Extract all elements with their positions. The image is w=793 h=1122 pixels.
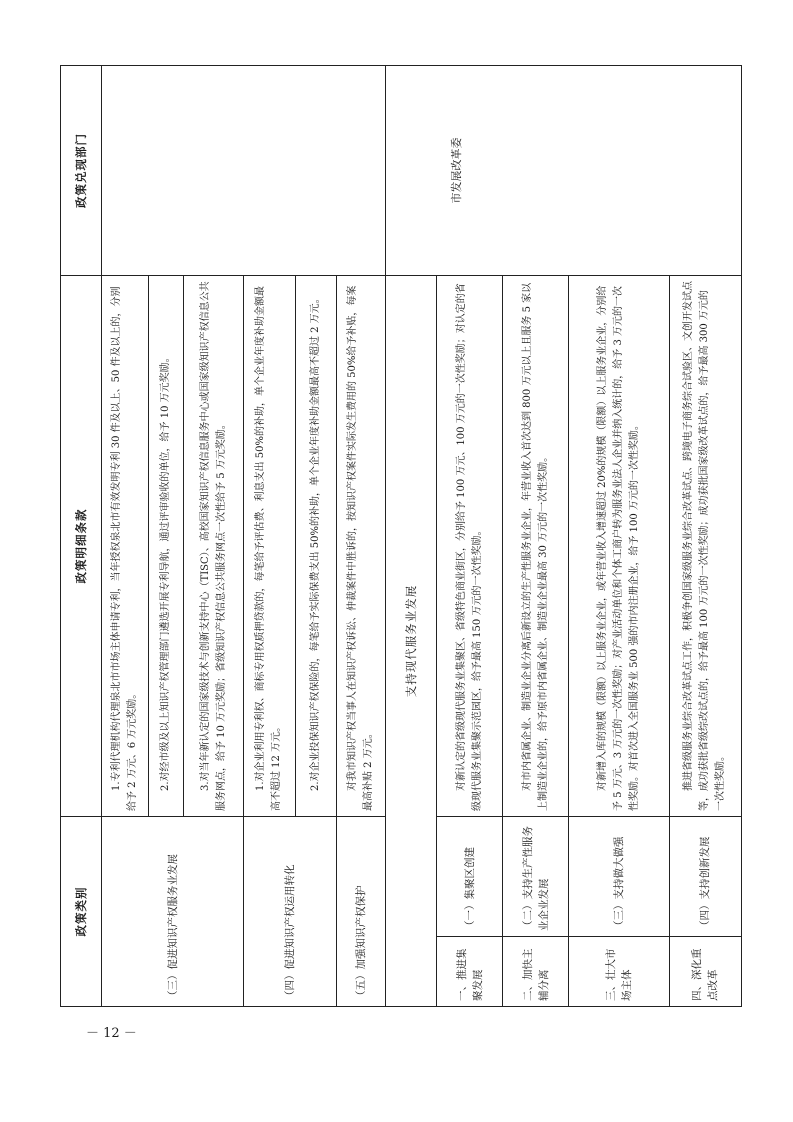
policy-term: 对新增入库的规模（限额）以上服务业企业，或年营业收入增速超过 20%的规模（限额）以上服务业企业，分别给予 5 万元、3 万元的一次性奖励；对产业活动单位和个体工商户转为服务业法人企业并纳入统计的，给予 3 万元的一次性奖励。对首次进入全国服务业 500 强的市内注册企业，给予 100 万元的一次性奖励。 <box>569 276 670 817</box>
sub-category: （三）支持做大做强 <box>569 817 670 937</box>
sub-category: （四）促进知识产权运用转化 <box>244 817 337 1007</box>
main-category: 一、推进集聚发展 <box>437 937 503 1007</box>
dept-cell <box>386 66 437 276</box>
policy-term: 2.对经市级及以上知识产权管理部门遴选开展专利导航，通过评审验收的单位，给予 10 万元奖励。 <box>149 276 184 817</box>
sub-category: （四）支持创新发展 <box>669 817 741 937</box>
sub-category: （一）集聚区创建 <box>437 817 503 937</box>
policy-term: 1.对企业利用专利权、商标专用权质押贷款的，每笔给予评估费、利息支出 50%的补助，单个企业年度补助金额最高不超过 12 万元。 <box>244 276 295 817</box>
section-title-row <box>386 66 437 1007</box>
table-header-row <box>61 66 102 1007</box>
policy-term: 对我市知识产权当事人在知识产权诉讼、仲裁案件中胜诉的，按知识产权案件实际发生费用的 50%给予补贴，每案最高补贴 2 万元。 <box>336 276 385 817</box>
header-dept: 政策兑现部门 <box>61 66 102 276</box>
rotated-policy-table <box>60 66 742 1007</box>
section-title: 支持现代服务业发展 <box>386 276 437 1007</box>
header-terms: 政策明细条款 <box>61 276 102 817</box>
main-category: 三、壮大市场主体 <box>569 937 670 1007</box>
policy-term: 2.对企业投保知识产权保险的，每笔给予实际保费支出 50%的补助，单个企业年度补助金额最高不超过 2 万元。 <box>295 276 336 817</box>
dept-cell <box>102 66 386 276</box>
policy-term: 对新认定的省级现代服务业集聚区、省级特色商业街区，分别给予 100 万元、100 万元的一次性奖励；对认定的省级现代服务业集聚示范园区，给予最高 150 万元的一次性奖励。 <box>437 276 503 817</box>
policy-term: 1.专利代理机构代理泉北市市场主体申请专利，当年授权泉北市有效发明专利 30 件及以上、50 件及以上的，分别给予 2 万元、6 万元奖励。 <box>102 276 149 817</box>
policy-term: 推进省级服务业综合改革试点工作，积极争创国家级服务业综合改革试点、跨境电子商务综合试验区、文创开发试点等，成功获批省级综改试点的，给予最高 100 万元的一次性奖励；成功获批国家级改革试点的，给予最高 300 万元的一次性奖励。 <box>669 276 741 817</box>
sub-category: （二）支持生产性服务业企业发展 <box>503 817 569 937</box>
sub-category: （三）促进知识产权服务业发展 <box>102 817 244 1007</box>
sub-category: （五）加强知识产权保护 <box>336 817 385 1007</box>
table-row <box>437 66 503 1007</box>
dept-value: 市发展改革委 <box>437 66 742 276</box>
policy-term: 3.对当年新认定的国家级技术与创新支持中心（TISC）、高校国家知识产权信息服务中心或国家级知识产权信息公共服务网点，给予 10 万元奖励；省级知识产权信息公共服务网点一次性给予 5 万元奖励。 <box>184 276 244 817</box>
table-row <box>102 66 149 1007</box>
header-category: 政策类别 <box>61 817 102 1007</box>
policy-table <box>60 65 742 1007</box>
main-category: 四、深化重点改革 <box>669 937 741 1007</box>
main-category: 二、加快主辅分离 <box>503 937 569 1007</box>
page-number: － 12 － <box>86 1026 137 1041</box>
policy-term: 对市内省属企业、制造业企业分离后新设立的生产性服务业企业，年营业收入首次达到 800 万元以上且服务 5 家以上制造业企业的，给予原市内省属企业、制造业企业最高 30 万元的一次性奖励。 <box>503 276 569 817</box>
